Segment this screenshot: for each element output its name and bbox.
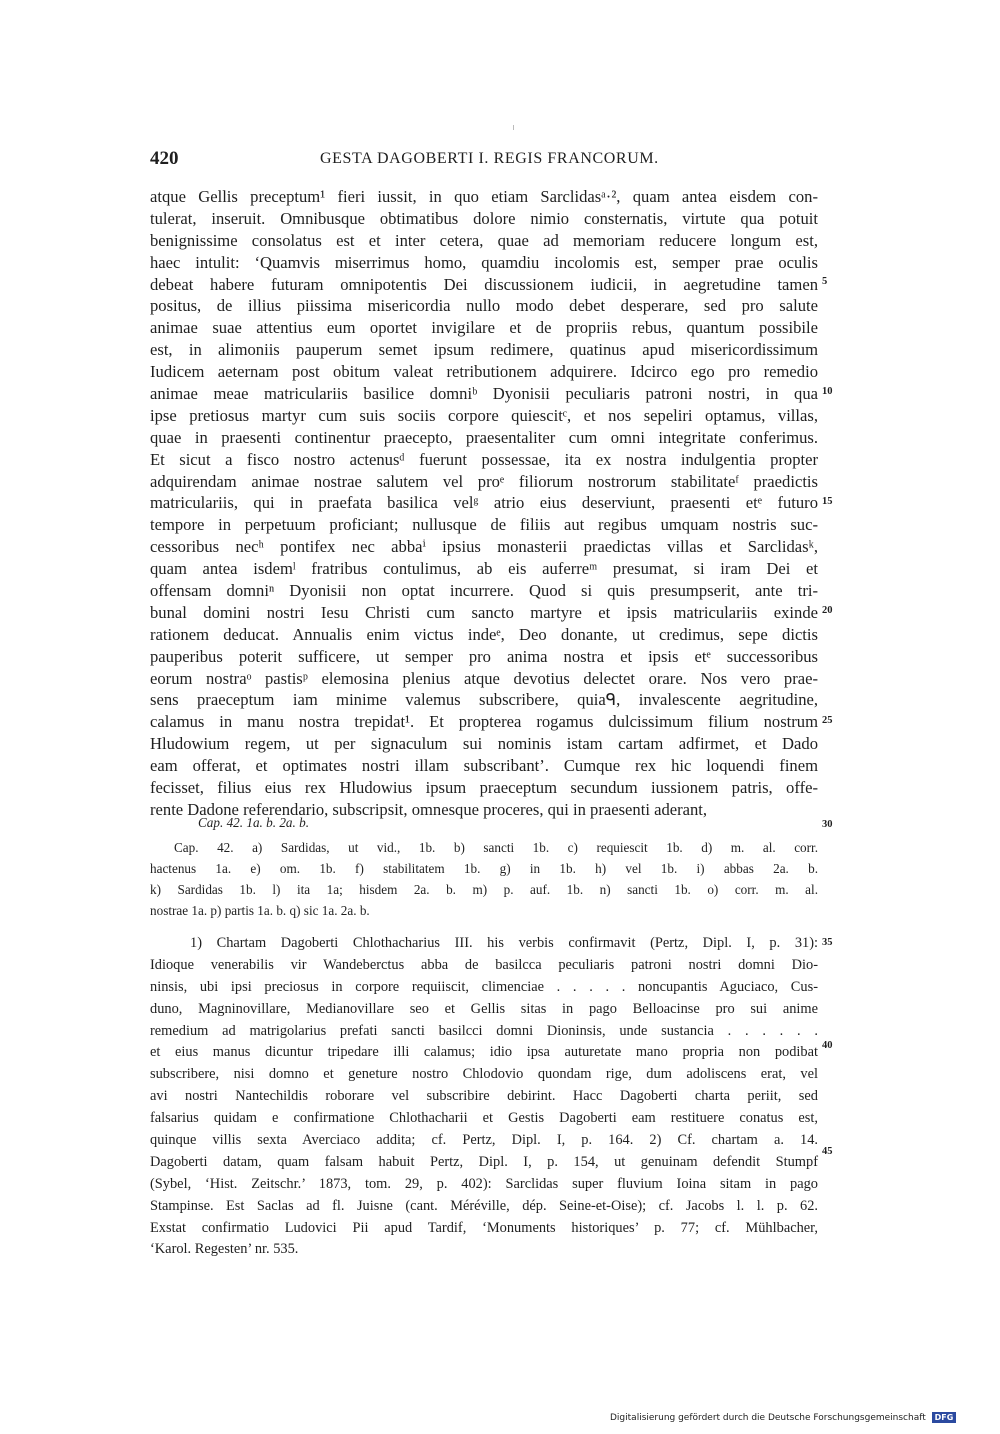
text-line: ipse pretiosus martyr cum suis sociis corpore quiescitᶜ, et nos sepeliri optamus, villas, [150, 405, 818, 425]
text-line: Et sicut a fisco nostro actenusᵈ fuerunt possessae, ita ex nostra indulgentia propter [150, 449, 818, 469]
apparatus-line: nostrae 1a. p) partis 1a. b. q) sic 1a. 2a. b. [150, 903, 370, 918]
page-number: 420 [150, 148, 179, 169]
text-line: rente Dadone referendario, subscripsit, omnesque proceres, qui in praesenti aderant, [150, 799, 708, 819]
text-line: fecisset, filius eius rex Hludowius ipsum praeceptum secundum iussionem patris, offe- [150, 778, 818, 798]
footnote-line: falsarius quidam e confirmatione Chlothacharii et Gestis Dagoberti eam restituere conatus est, [150, 1110, 818, 1127]
running-head [150, 148, 818, 172]
line-number: 30 [822, 819, 833, 830]
text-line: matriculariis, qui in praefata basilica velᵍ atrio eius deserviunt, praesenti etᵉ futuro [150, 493, 818, 513]
line-number: 10 [822, 386, 833, 397]
text-line: eorum nostraᵒ pastisᵖ elemosina plenius atque devotius delectet orare. Nos vero prae- [150, 668, 818, 688]
apparatus-variants [150, 837, 818, 921]
text-line: est, in alimoniis pauperum semet ipsum redimere, quatinus apud misericordissimum [150, 340, 818, 360]
text-line: adquirendam animae nostrae salutem vel proᵉ filiorum nostrorum stabilitateᶠ praedictis [150, 471, 818, 491]
text-line: benignissime consolatus est et inter cetera, quae ad memoriam reducere longum est, [150, 230, 818, 250]
apparatus-line: Cap. 42. a) Sardidas, ut vid., 1b. b) sancti 1b. c) requiescit 1b. d) m. al. corr. [174, 840, 818, 855]
scan-artifact [513, 125, 514, 130]
text-line: eam offerat, et optimates nostri illam subscribant’. Cumque rex hic loquendi finem [150, 756, 818, 776]
footnote-line: avi nostri Nantechildis roborare vel subscribire debirint. Hacc Dagoberti charta periit, sed [150, 1088, 818, 1105]
footnote-line: duno, Magninovillare, Medianovillare seo et Gellis sitas in pago Belloacinse pro sui anime [150, 1000, 818, 1017]
footnote-line: quinque villis sexta Averciaco addita; cf. Pertz, Dipl. I, p. 164. 2) Cf. chartam a. 14. [150, 1132, 818, 1149]
line-number: 25 [822, 715, 833, 726]
footnote-line: ‘Karol. Regesten’ nr. 535. [150, 1241, 299, 1258]
text-line: bunal domini nostri Iesu Christi cum sancto martyre et ipsis matriculariis exinde [150, 602, 818, 622]
text-line: animae meae matriculariis basilice domniᵇ Dyonisii peculiaris patroni nostri, in qua [150, 384, 818, 404]
running-title: GESTA DAGOBERTI I. REGIS FRANCORUM. [320, 150, 659, 167]
text-line: debeat habere futuram omnipotentis Dei discussionem iudicii, in aegretudine tamen [150, 274, 818, 294]
text-line: cessoribus necʰ pontifex nec abbaⁱ ipsius monasterii praedictas villas et Sarclidasᵏ, [150, 537, 818, 557]
dfg-logo-icon: DFG [932, 1412, 957, 1423]
footnote-line: (Sybel, ‘Hist. Zeitschr.’ 1873, tom. 29, p. 402): Sarclidas super fluvium Ioina sitam in pago [150, 1175, 818, 1192]
footnotes [150, 933, 818, 1261]
text-line: pauperibus poterit sufficere, ut semper pro anima nostra et ipsis etᵉ successoribus [150, 646, 818, 666]
text-line: haec intulit: ‘Quamvis miserrimus homo, quamdiu incolomis est, semper prae oculis [150, 252, 818, 272]
apparatus-line: hactenus 1a. e) om. 1b. f) stabilitatem 1b. g) in 1b. h) vel 1b. i) abbas 2a. b. [150, 861, 818, 876]
footnote-line: 1) Chartam Dagoberti Chlothacharius III. his verbis confirmavit (Pertz, Dipl. I, p. 31): [190, 935, 818, 951]
line-number: 35 [822, 937, 833, 948]
line-number: 20 [822, 605, 833, 616]
text-line: sens praeceptum iam minime valemus subscribere, quiaᑫ, invalescente aegritudine, [150, 690, 818, 710]
credit-text: Digitalisierung gefördert durch die Deutsche Forschungsgemeinschaft [610, 1413, 926, 1423]
line-number: 5 [822, 276, 828, 287]
text-line: Iudicem aeternam post obitum valeat retributionem adquirere. Idcirco ego pro remedio [150, 362, 818, 382]
text-line: offensam domniⁿ Dyonisii non optat incurrere. Quod si quis presumpserit, ante tri- [150, 581, 818, 601]
text-line: tempore in perpetuum proficiant; nullusque de filiis aut regibus umquam nostris suc- [150, 515, 818, 535]
footnote-line: ninsis, ubi ipsi preciosus in corpore requiiscit, climenciae . . . . . noncupantis Aguciaco, Cus- [150, 978, 818, 995]
line-number: 15 [822, 496, 833, 507]
text-line: Hludowium regem, ut per signaculum sui nominis istam cartam adfirmet, et Dado [150, 734, 818, 754]
line-number: 45 [822, 1146, 833, 1157]
line-number: 40 [822, 1040, 833, 1051]
footnote-line: et eius manus dicuntur tripedare illi calamus; idio ipsa auturetate mano propria non podibat [150, 1044, 818, 1061]
text-line: quae in praesenti continentur praecepto, praesentaliter cum omni integritate conferimus. [150, 427, 818, 447]
text-line: tulerat, inseruit. Omnibusque obtimatibus dolore nimio consternatis, virtute qua potuit [150, 208, 818, 228]
text-line: atque Gellis preceptum¹ fieri iussit, in quo etiam Sarclidasᵃ·², quam antea eisdem con- [150, 187, 818, 206]
text-line: animae suae attentius eum oportet invigilare et de propriis rebus, quantum possibile [150, 318, 818, 338]
text-line: positus, de illius piissima misericordia nullo modo debet desperare, sed pro salute [150, 296, 818, 316]
text-line: rationem deducat. Annualis enim victus indeᵉ, Deo donante, ut credimus, sepe dictis [150, 624, 818, 644]
text-line: calamus in manu nostra trepidat¹. Et propterea rogamus dulcissimum filium nostrum [150, 712, 818, 732]
footnote-line: Dagoberti datam, quam falsam habuit Pertz, Dipl. I, p. 154, ut genuinam defendit Stumpf [150, 1153, 818, 1170]
footnote-line: Idioque venerabilis vir Wandeberctus abba de basilcca peculiaris patroni nostri domni Dio- [150, 956, 818, 973]
footnote-line: Exstat confirmatio Ludovici Pii apud Tardif, ‘Monuments historiques’ p. 77; cf. Mühlbacher, [150, 1219, 818, 1236]
text-line: quam antea isdemˡ fratribus contulimus, ab eis auferreᵐ presumat, si iram Dei et [150, 559, 818, 579]
digitization-credit [610, 1412, 956, 1423]
footnote-line: Stampinse. Est Saclas ad fl. Juisne (cant. Méréville, dép. Seine-et-Oise); cf. Jacobs l. l. p. 62. [150, 1197, 818, 1214]
main-text [150, 186, 818, 821]
footnote-line: remedium ad matrigolarius prefati sancti basilcci domni Dioninsis, unde sustancia . . . . . . [150, 1022, 818, 1039]
apparatus-line: k) Sardidas 1b. l) ita 1a; hisdem 2a. b. m) p. auf. 1b. n) sancti 1b. o) corr. m. al. [150, 882, 818, 897]
apparatus-cap-line: Cap. 42. 1a. b. 2a. b. [198, 815, 309, 830]
footnote-line: subscribere, nisi domno et geneture nostro Chlodovio quondam rige, dum adoliscens erat, vel [150, 1066, 818, 1083]
